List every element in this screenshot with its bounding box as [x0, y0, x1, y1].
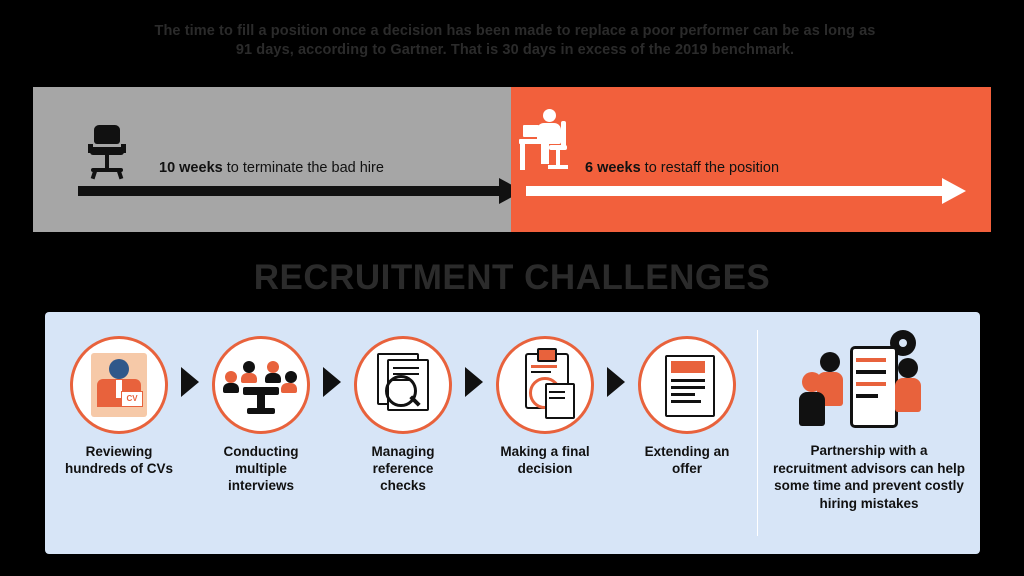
step-label: Conducting multiple interviews [223, 444, 299, 493]
terminate-label [159, 160, 384, 176]
restaff-text: to restaff the position [640, 160, 780, 176]
offer-letter-icon [638, 336, 736, 434]
steps-list [45, 312, 751, 554]
person-at-desk-icon [519, 109, 581, 181]
interview-meeting-icon [212, 336, 310, 434]
timeline-band [33, 87, 991, 232]
clipboard-decision-icon [496, 336, 594, 434]
terminate-text: to terminate the bad hire [222, 160, 384, 176]
restaff-label [585, 160, 779, 176]
chevron-right-icon [173, 336, 207, 428]
terminate-arrow-icon [78, 178, 523, 204]
cv-card-icon [70, 336, 168, 434]
step-label: Making a final decision [500, 444, 590, 476]
step-item [207, 336, 315, 494]
step-label: Managing reference checks [371, 444, 435, 493]
restaff-duration: 6 weeks [585, 160, 641, 176]
recruitment-advisors-icon [794, 328, 944, 436]
chevron-right-icon [599, 336, 633, 428]
step-label: Extending an offer [644, 444, 730, 476]
timeline-segment-restaff [511, 87, 991, 232]
step-item [491, 336, 599, 477]
chevron-right-icon [315, 336, 349, 428]
office-chair-icon [85, 125, 129, 179]
cv-badge-text: CV [121, 391, 143, 407]
step-item [633, 336, 741, 477]
documents-search-icon [354, 336, 452, 434]
top-caption: The time to fill a position once a decision has been made to replace a poor performer can be as long as 91 days, according to Gartner. That is 30 days in excess of the 2019 benchmark. [154, 23, 876, 58]
step-item [65, 336, 173, 477]
step-item [349, 336, 457, 494]
terminate-duration: 10 weeks [159, 160, 223, 176]
step-label: Reviewing hundreds of CVs [65, 444, 174, 476]
recruitment-challenges-panel [45, 312, 980, 554]
chevron-right-icon [457, 336, 491, 428]
advisors-block [758, 312, 980, 554]
section-title: RECRUITMENT CHALLENGES [253, 258, 771, 297]
advisors-text: Partnership with a recruitment advisors can help some time and prevent costly hiring mistakes [772, 443, 966, 511]
timeline-segment-terminate [33, 87, 511, 232]
restaff-arrow-icon [526, 178, 966, 204]
